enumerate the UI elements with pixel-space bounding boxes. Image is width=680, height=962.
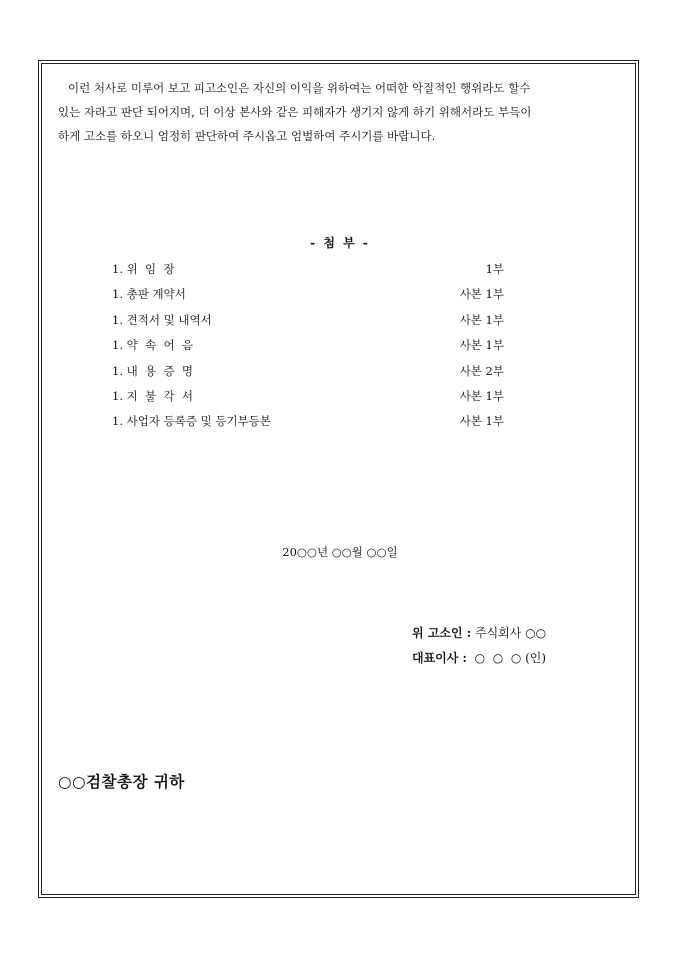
representative-label: 대표이사 : bbox=[412, 651, 467, 665]
filing-date: 20○○년 ○○월 ○○일 bbox=[282, 545, 398, 559]
attachment-quantity: 사본 1부 bbox=[459, 287, 504, 302]
attachment-item bbox=[112, 261, 504, 286]
attachments-title: - 첨 부 - bbox=[310, 236, 370, 250]
attachment-quantity: 1부 bbox=[485, 262, 504, 276]
attachment-quantity: 사본 1부 bbox=[459, 414, 504, 429]
attachment-quantity: 사본 1부 bbox=[459, 338, 504, 353]
attachment-label: 1. 총판 계약서 bbox=[112, 287, 186, 302]
attachment-item bbox=[112, 413, 504, 438]
attachment-label: 1. 약 속 어 음 bbox=[112, 338, 193, 353]
complainant-line bbox=[412, 624, 546, 649]
body-line-1: 이런 처사로 미루어 보고 피고소인은 자신의 이익을 위하여는 어떠한 악질적인 행위라도 할수 bbox=[68, 81, 531, 95]
complaint-body-paragraph bbox=[58, 76, 624, 148]
complainant-value: 주식회사 ○○ bbox=[471, 626, 547, 640]
attachment-label: 1. 내 용 증 명 bbox=[112, 363, 193, 378]
attachment-label: 1. 사업자 등록증 및 등기부등본 bbox=[112, 414, 271, 429]
signer-block bbox=[412, 624, 546, 674]
attachment-item bbox=[112, 388, 504, 413]
attachment-item bbox=[112, 363, 504, 388]
attachment-item bbox=[112, 337, 504, 362]
representative-line bbox=[412, 649, 546, 674]
attachment-quantity: 사본 2부 bbox=[459, 363, 504, 378]
representative-value: ○ ○ ○ (인) bbox=[466, 651, 547, 665]
addressee: ○○검찰총장 귀하 bbox=[58, 772, 185, 791]
attachment-label: 1. 지 불 각 서 bbox=[112, 388, 193, 403]
complainant-label: 위 고소인 : bbox=[412, 626, 472, 640]
attachment-label: 1. 견적서 및 내역서 bbox=[112, 312, 212, 327]
attachment-quantity: 사본 1부 bbox=[459, 312, 504, 327]
attachments-list bbox=[112, 261, 504, 439]
body-line-3: 하게 고소를 하오니 엄정히 판단하여 주시옵고 엄벌하여 주시기를 바랍니다. bbox=[58, 129, 436, 143]
attachment-item bbox=[112, 286, 504, 311]
attachment-quantity: 사본 1부 bbox=[459, 388, 504, 403]
attachment-item bbox=[112, 312, 504, 337]
body-line-2: 있는 자라고 판단 되어지며, 더 이상 본사와 같은 피해자가 생기지 않게 하기 위해서라도 부득이 bbox=[58, 105, 532, 119]
attachment-label: 1. 위 임 장 bbox=[112, 262, 175, 276]
